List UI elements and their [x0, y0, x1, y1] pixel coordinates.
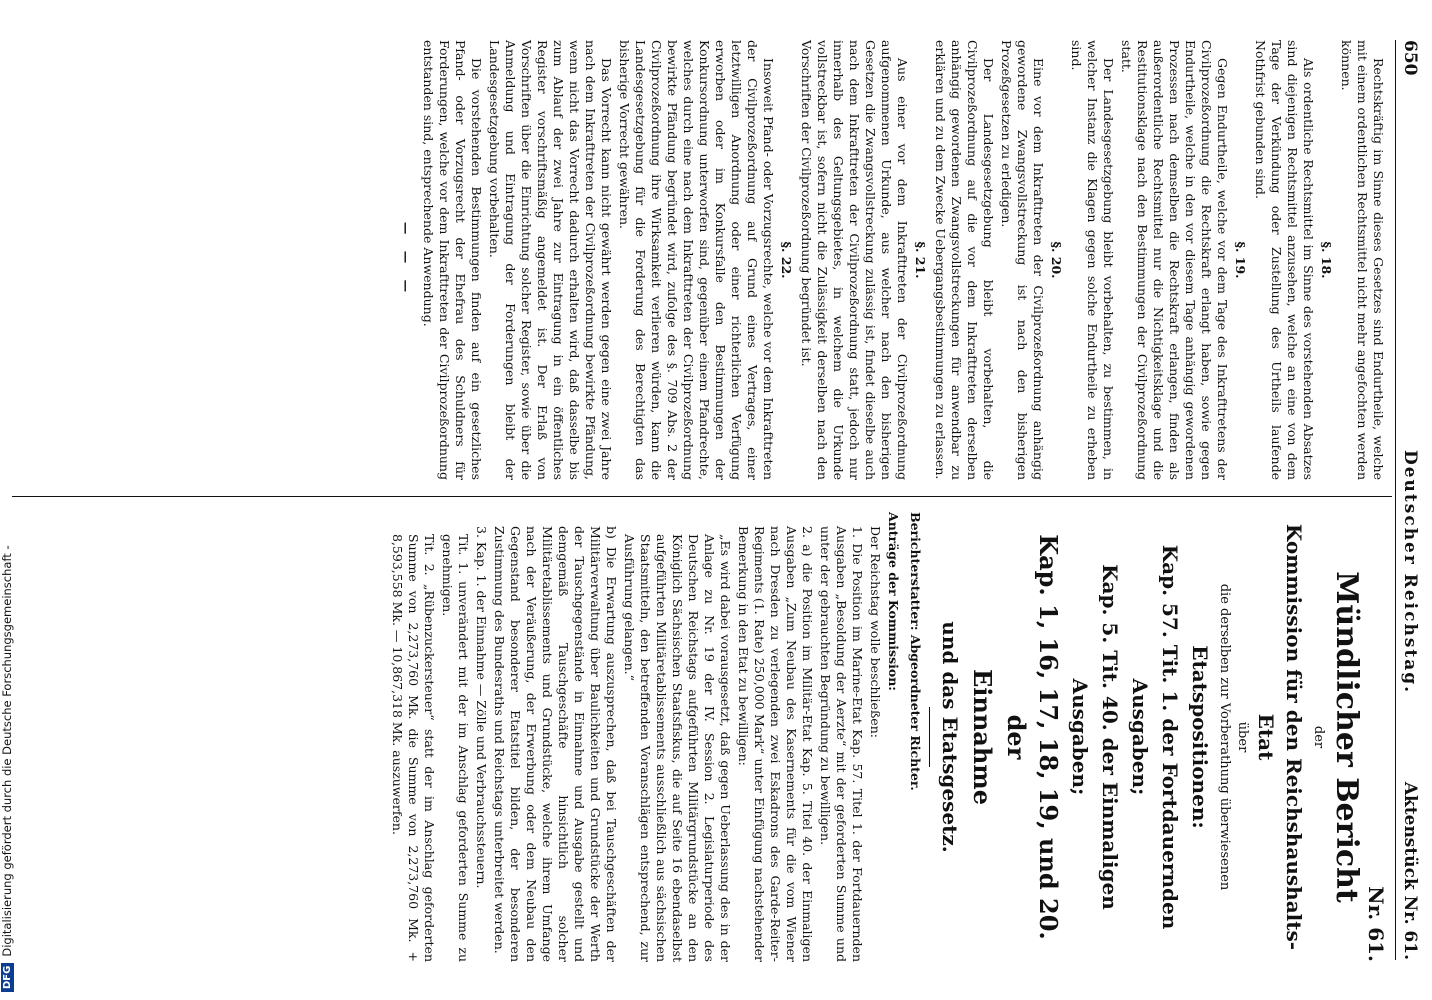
chapter-line: Ausgaben;: [1128, 678, 1152, 796]
title-ueber: über: [1235, 721, 1250, 753]
paragraph: Der Landesgesetzgebung bleibt vorbehalten, die Civilprozeßordnung auf die vor dem Inkrafttreten derselben anhängig gewordenen Zwangsvollstreckungen für anwendbar zu erklären und zu dem Zwecke Uebergangsbestimmungen zu erlassen.: [933, 40, 996, 480]
divider: [929, 707, 930, 767]
end-mark: — — —: [399, 221, 414, 299]
section-heading: §. 22.: [779, 241, 794, 279]
document-number: Nr. 61.: [1364, 886, 1388, 962]
paragraph: Aus einer vor dem Inkrafttreten der Civilprozeßordnung aufgenommenen Urkunde, aus welcher nach den bisherigen Gesetzen die Zwangsvollstreckung zulässig ist, findet dieselbe auch nach dem Inkrafttreten der Civilprozeßordnung statt, jedoch nur innerhalb des Geltungsgebietes, in welchem die Urkunde vollstreckbar ist, sofern nicht die Zulässigkeit derselben nach den Vorschriften der Civilprozeßordnung begründet ist.: [799, 40, 910, 480]
motion-item: b) Die Erwartung auszusprechen, daß bei Tauschgeschäften der Militärverwaltung über Baulichkeiten und Grundstücke der Werth der Tauschgegenstände in Einnahme und Ausgabe gestellt und demgemäß Tauschgeschäfte hinsichtlich solcher Militäretablissements und Grundstücke, welche ihrem Umfange nach der Veräußerung, der Erwerbung oder dem Neubau den Gegenstand besonderer Etatstitel bilden, der besonderen Zustimmung des Bundesraths und Reichstags unterbreitet werden.: [492, 526, 619, 962]
section-heading: §. 18.: [1319, 241, 1334, 279]
chapter-line: Ausgaben;: [1068, 678, 1092, 796]
intro-line: die derselben zur Vorberathung überwiesenen: [1217, 583, 1232, 891]
running-head: [1394, 40, 1424, 960]
right-column: [387, 512, 1386, 962]
left-column: [398, 40, 1386, 480]
credit-text: Digitalisierung gefördert durch die Deutsche Forschungsgemeinschaft -: [0, 545, 14, 957]
motion-item: 1. Die Position im Marine-Etat Kap. 57. Titel 1. der Fortdauernden Ausgaben „Besoldung der Aerzte“ mit der geforderten Summe und unter der gebrauchten Begründung zu bewilligen.: [818, 526, 865, 962]
column-divider: [12, 496, 1392, 497]
paragraph: Insoweit Pfand- oder Vorzugsrechte, welche vor dem Inkrafttreten der Civilprozeßordnung auf Grund eines Vertrages, einer letztwilligen Anordnung oder einer richterlichen Verfügung erworben oder im Konkursfalle den Bestimmungen der Konkursordnung unterworfen sind, gegenüber einem Pfandrechte, welches durch eine nach dem Inkrafttreten der Civilprozeßordnung bewirkte Pfändung begründet wird, zufolge des §. 709 Abs. 2 der Civilprozeßordnung ihre Wirksamkeit verlieren würden, kann die Landesgesetzgebung für die Forderung des Berechtigten das bisherige Vorrecht gewähren.: [617, 40, 776, 480]
header-rule: [1395, 40, 1396, 960]
paragraph: Die vorstehenden Bestimmungen finden auf ein gesetzliches Pfand- oder Vorzugsrecht der Ehefrau des Schuldners für Forderungen, welche vor dem Inkrafttreten der Civilprozeßordnung entstanden sind, entsprechende Anwendung.: [421, 40, 484, 480]
section-heading: §. 19.: [1233, 241, 1248, 279]
motion-quote: „Es wird dabei vorausgesetzt, daß gegen Ueberlassung des in der Anlage zu Nr. 19 der IV. Session 2. Legislaturperiode des Deutschen Reichstags aufgeführten Militärgrundstücke an den Königlich Sächsischen Staatsfiskus, die auf Seite 16 ebendaselbst aufgeführten Militäretablissements ausschließlich aus sächsischen Staatsmitteln, den betreffenden Voranschlägen entsprechend, zur Ausführung gelangen.“: [622, 534, 733, 962]
commission-title: Kommission für den Reichshaushalts-Etat: [1254, 523, 1306, 951]
chapter-line: und das Etatsgesetz.: [938, 621, 962, 853]
motion-item: 3. Kap. 1. der Einnahme — Zölle und Verbrauchssteuern.: [474, 526, 489, 889]
paragraph: Eine vor dem Inkrafttreten der Civilprozeßordnung anhängig gewordene Zwangsvollstreckung ist nach den bisherigen Prozeßgesetzen zu erledigen.: [999, 40, 1046, 480]
motions-label: Anträge der Kommission:: [886, 512, 901, 691]
paragraph: Als ordentliche Rechtsmittel im Sinne des vorstehenden Absatzes sind diejenigen Rechtsmittel anzusehen, welche an eine von dem Tage der Verkündung oder Zustellung des Urtheils laufende Nothfrist gebunden sind.: [1253, 40, 1316, 480]
report-title: Mündlicher Bericht: [1329, 571, 1364, 903]
rapporteur: Berichterstatter: Abgeordneter Richter.: [908, 512, 923, 791]
page-number: 650: [1400, 40, 1420, 76]
paragraph: Gegen Endurtheile, welche vor dem Tage des Inkrafttretens der Civilprozeßordnung die Rechtskraft erlangt haben, sowie gegen Endurtheile, welche in den vor diesem Tage anhängig gewordenen Prozessen nach demselben die Rechtskraft erlangen, finden als außerordentliche Rechtsmittel nur die Nichtigkeitsklage und die Restitutionsklage nach den Bestimmungen der Civilprozeßordnung statt.: [1119, 40, 1230, 480]
section-heading: §. 21.: [913, 241, 928, 279]
motion-subitem: Tit. 2. „Rübenzuckersteuer“ statt der im Anschlag geforderten Summe von 2,273,760 Mk. die Summe von 2,273,760 Mk. + 8,593,558 Mk. — 10,867,318 Mk. auszuwerfen.: [390, 534, 437, 962]
motions-intro: Der Reichstag wolle beschließen:: [868, 526, 883, 738]
document-reference: Aktenstück Nr. 61.: [1400, 781, 1420, 960]
chapter-line: Kap. 5. Tit. 40. der Einmaligen: [1098, 564, 1122, 910]
motion-item: 2. a) die Position im Militär-Etat Kap. 5. Titel 40. der Einmaligen Ausgaben „Zum Neubau des Kasernements für die vom Wiener nach Dresden zu verlegenden zwei Eskadrons des Garde-Reiter-Regiments (1. Rate) 250,000 Mark“ unter Einfügung nachstehender Bemerkung in den Etat zu bewilligen:: [736, 526, 815, 962]
paragraph: Der Landesgesetzgebung bleibt vorbehalten, zu bestimmen, in welcher Instanz die Klagen gegen solche Endurtheile zu erheben sind.: [1069, 40, 1116, 480]
chapter-line: Kap. 1, 16, 17, 18, 19, und 20. der: [1002, 534, 1063, 940]
dfg-logo: DFG: [1, 963, 14, 992]
motion-subitem: Tit. 1. unverändert mit der im Anschlag geforderten Summe zu genehmigen.: [440, 534, 471, 962]
etatspositionen-heading: Etatspositionen:: [1188, 645, 1212, 829]
title-der: der: [1311, 725, 1326, 749]
chapter-line: Einnahme: [968, 669, 997, 805]
journal-title: Deutscher Reichstag.: [1400, 450, 1420, 695]
paragraph: Rechtskräftig im Sinne dieses Gesetzes sind Endurtheile, welche mit einem ordentlichen Rechtsmittel nicht mehr angefochten werden können.: [1339, 40, 1386, 480]
section-heading: §. 20.: [1049, 241, 1064, 279]
paragraph: Das Vorrecht kann nicht gewährt werden gegen eine zwei Jahre nach dem Inkrafttreten der Civilprozeßordnung bewirkte Pfändung, wenn nicht das Vorrecht dadurch erhalten wird, daß dasselbe bis zum Ablauf der zwei Jahre zur Eintragung in ein öffentliches Register vorschriftsmäßig angemeldet ist. Der Erlaß von Vorschriften über die Einrichtung solcher Register, sowie über die Anmeldung und Eintragung der Forderungen bleibt der Landesgesetzgebung vorbehalten.: [487, 40, 614, 480]
digitization-credit: [0, 0, 18, 1000]
chapter-line: Kap. 57. Tit. 1. der Fortdauernden: [1158, 544, 1182, 930]
